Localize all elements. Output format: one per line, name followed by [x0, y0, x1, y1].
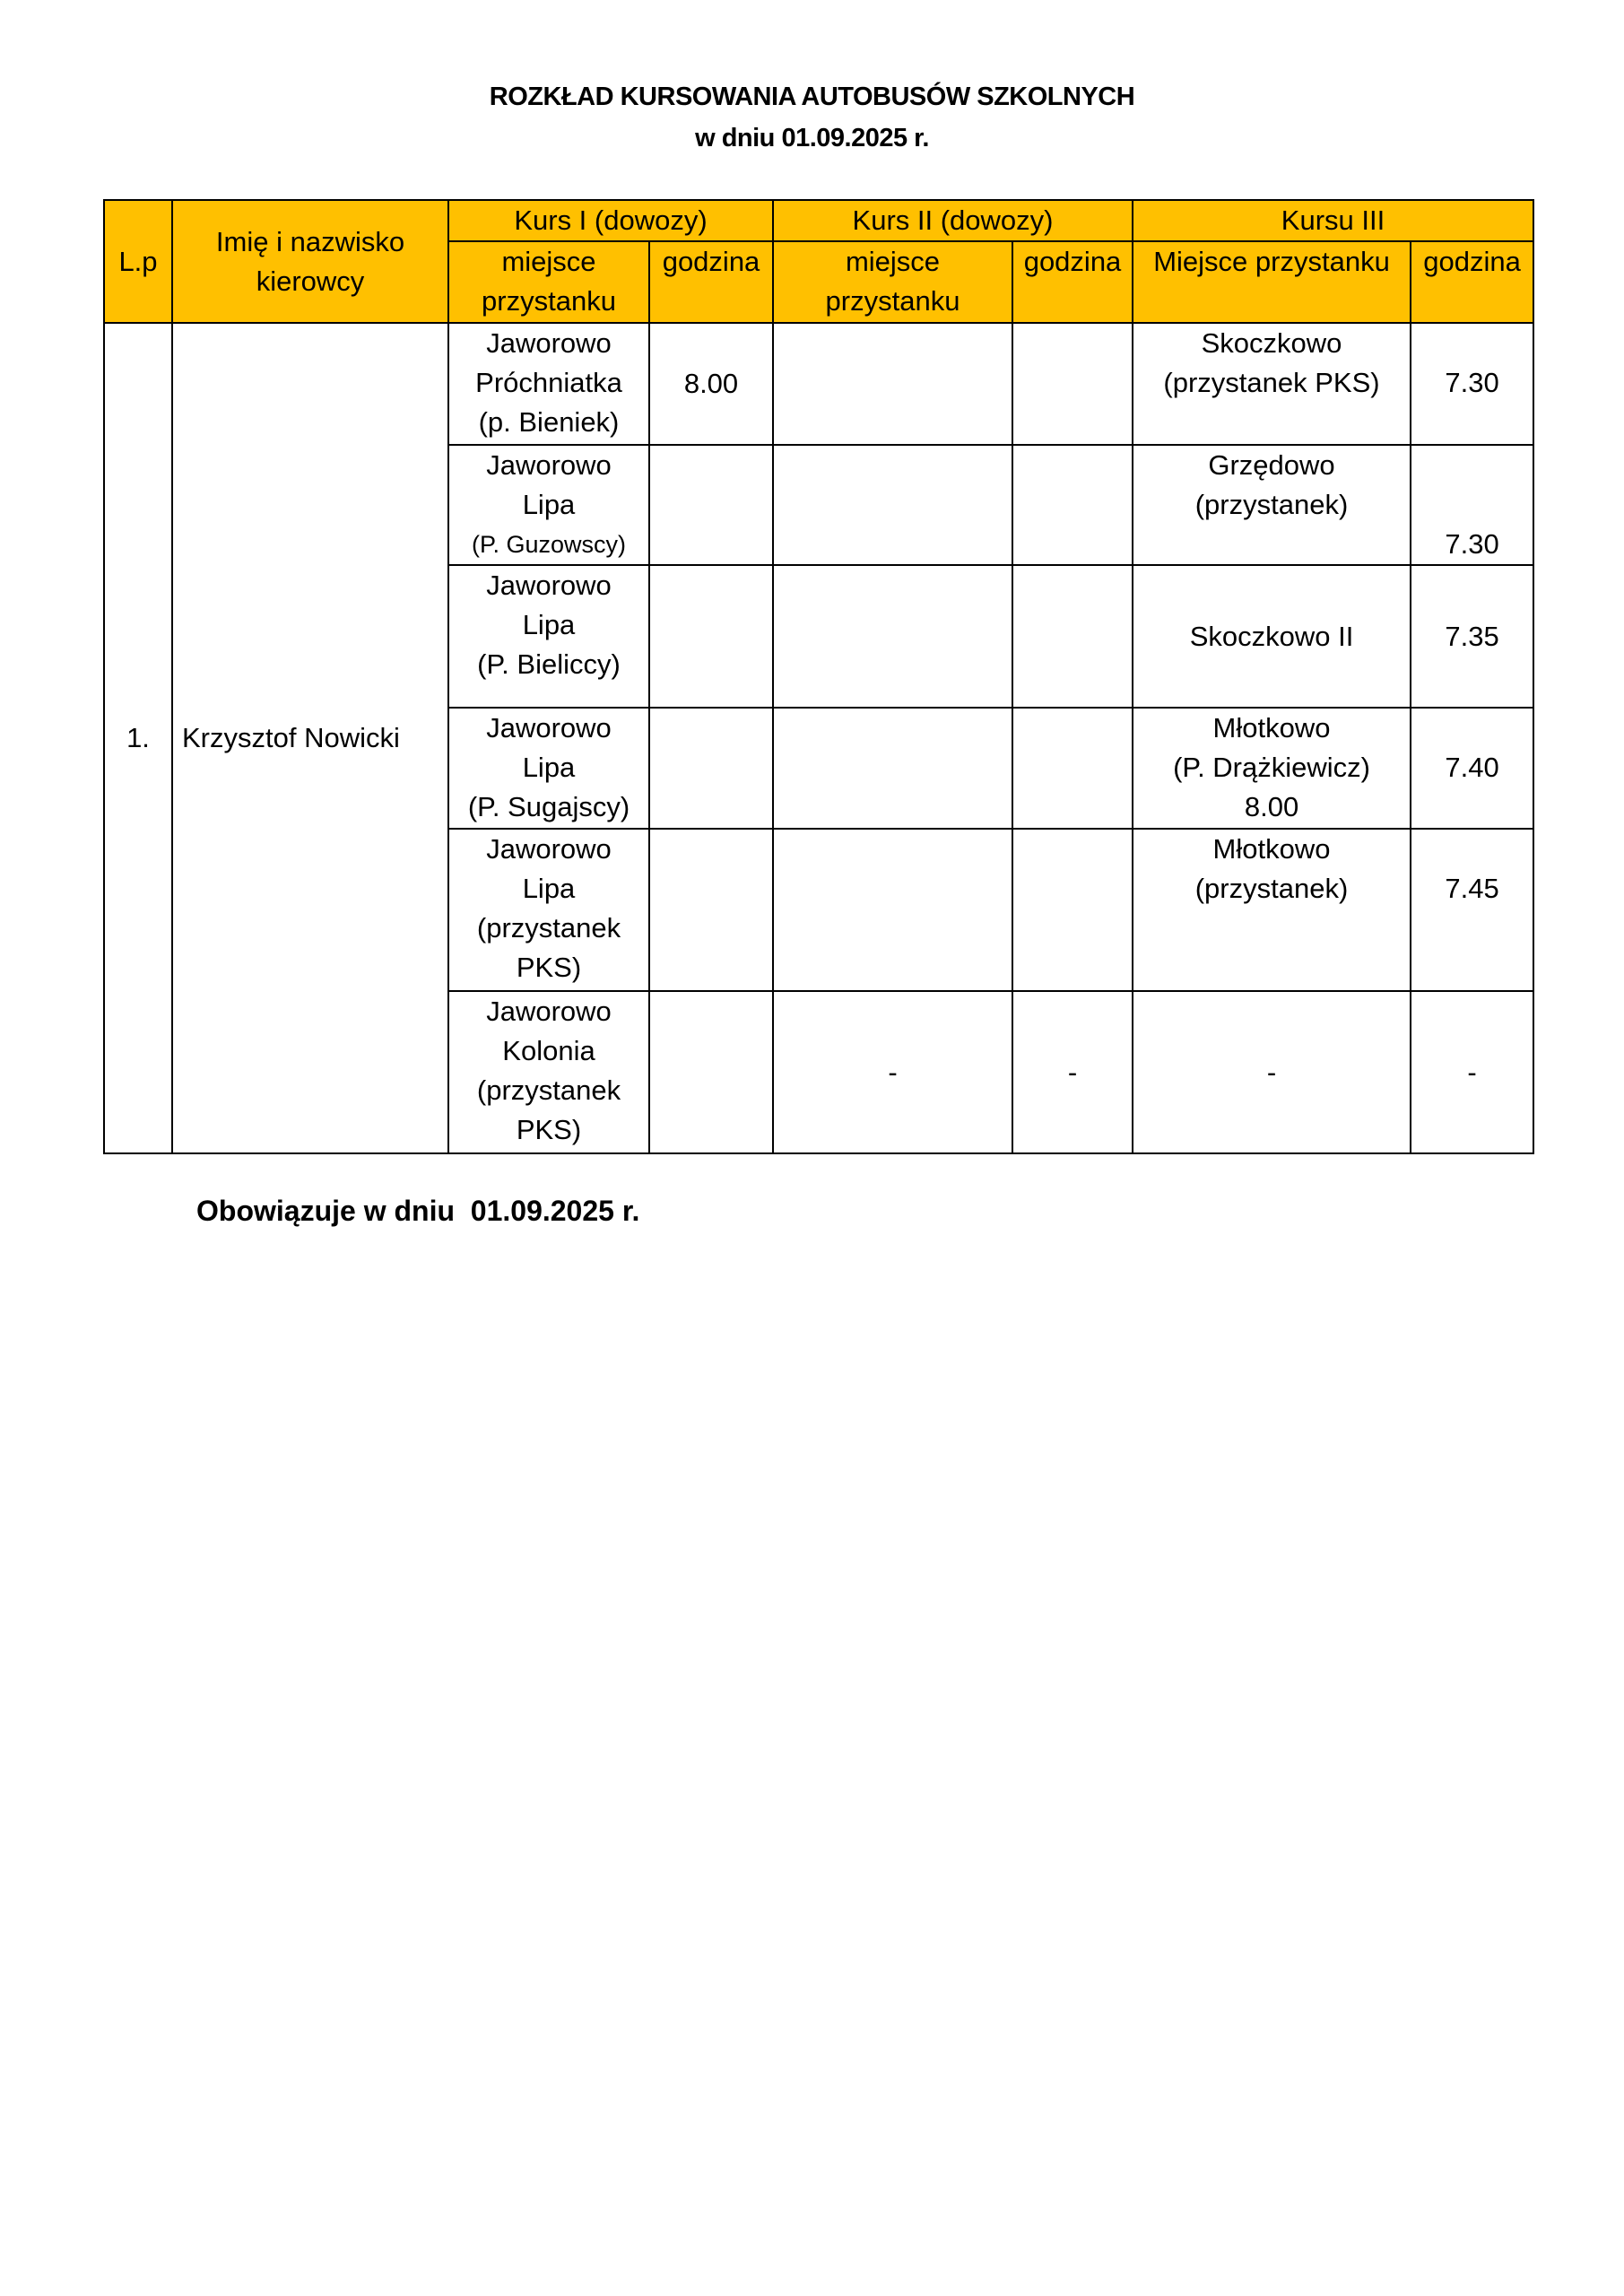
cell-k3-place	[1133, 991, 1411, 1153]
cell-k3-time: -	[1411, 991, 1533, 1153]
cell-k2-time	[1012, 323, 1133, 445]
cell-line: Kolonia	[502, 1035, 595, 1066]
cell-k3-time: 7.45	[1411, 829, 1533, 991]
cell-k1-time	[649, 829, 773, 991]
cell-line: Jaworowo	[486, 833, 612, 865]
cell-line: (przystanek	[476, 912, 621, 944]
cell-k1-place	[448, 829, 649, 991]
cell-k1-time	[649, 445, 773, 565]
cell-k3-time: 7.40	[1411, 708, 1533, 829]
cell-line: Lipa	[522, 873, 576, 904]
cell-k1-time	[649, 565, 773, 708]
header-k3-place: Miejsce przystanku	[1133, 241, 1411, 323]
cell-k1-place	[448, 565, 649, 708]
header-kurs-3: Kursu III	[1133, 200, 1533, 241]
cell-k3-place	[1133, 445, 1411, 565]
cell-k1-time	[649, 708, 773, 829]
cell-k3-time: 7.30	[1411, 323, 1533, 445]
cell-k1-time	[649, 991, 773, 1153]
cell-k2-time	[1012, 829, 1133, 991]
header-lp: L.p	[104, 200, 172, 323]
header-k3-time: godzina	[1411, 241, 1533, 323]
cell-k3-time: 7.30	[1411, 445, 1533, 565]
cell-line: (przystanek	[476, 1074, 621, 1106]
cell-line: PKS)	[516, 1114, 582, 1145]
cell-line: Jaworowo	[486, 996, 612, 1027]
cell-line: Grzędowo	[1208, 449, 1335, 481]
cell-line: Lipa	[522, 752, 576, 783]
cell-line: (P. Drążkiewicz)	[1173, 752, 1370, 783]
cell-line: Lipa	[522, 609, 576, 640]
cell-line: Młotkowo	[1212, 712, 1331, 744]
cell-lp: 1.	[104, 323, 172, 1153]
cell-line: PKS)	[516, 952, 582, 983]
cell-k3-place	[1133, 829, 1411, 991]
cell-line: (przystanek PKS)	[1163, 367, 1380, 398]
cell-k2-place	[773, 445, 1012, 565]
header-k2-place: miejsce przystanku	[773, 241, 1012, 323]
cell-line: Skoczkowo	[1201, 327, 1342, 359]
validity-note: Obowiązuje w dniu 01.09.2025 r.	[196, 1195, 640, 1227]
cell-line: Skoczkowo II	[1189, 620, 1354, 652]
cell-line: Młotkowo	[1212, 833, 1331, 865]
cell-k1-place	[448, 445, 649, 565]
header-kurs-2: Kurs II (dowozy)	[773, 200, 1133, 241]
cell-line: Jaworowo	[486, 449, 612, 481]
cell-k3-place	[1133, 565, 1411, 708]
cell-line: Jaworowo	[486, 327, 612, 359]
cell-line: (przystanek)	[1194, 873, 1349, 904]
cell-line: (przystanek)	[1194, 489, 1349, 520]
header-k1-time: godzina	[649, 241, 773, 323]
schedule-table	[103, 199, 1534, 1154]
cell-line: Jaworowo	[486, 570, 612, 601]
cell-k2-time	[1012, 565, 1133, 708]
cell-line: 8.00	[1244, 791, 1299, 822]
cell-line: (P. Guzowscy)	[471, 531, 627, 558]
cell-k2-time	[1012, 445, 1133, 565]
cell-driver: Krzysztof Nowicki	[172, 323, 448, 1153]
header-k2-time: godzina	[1012, 241, 1133, 323]
cell-k1-place	[448, 708, 649, 829]
table-row	[104, 323, 1533, 445]
cell-k2-place	[773, 565, 1012, 708]
header-kurs-1: Kurs I (dowozy)	[448, 200, 773, 241]
cell-k2-time: -	[1012, 991, 1133, 1153]
cell-k1-place	[448, 323, 649, 445]
document-title: ROZKŁAD KURSOWANIA AUTOBUSÓW SZKOLNYCH	[489, 83, 1135, 111]
cell-k3-time: 7.35	[1411, 565, 1533, 708]
cell-k2-time	[1012, 708, 1133, 829]
cell-k2-place	[773, 323, 1012, 445]
cell-k1-place	[448, 991, 649, 1153]
cell-k1-time: 8.00	[649, 323, 773, 445]
cell-line: Lipa	[522, 489, 576, 520]
cell-k2-place	[773, 829, 1012, 991]
header-driver: Imię i nazwisko kierowcy	[172, 200, 448, 323]
cell-line: (P. Bieliccy)	[477, 648, 621, 680]
cell-k3-place	[1133, 323, 1411, 445]
cell-line: Jaworowo	[486, 712, 612, 744]
cell-k2-place: -	[773, 991, 1012, 1153]
header-k1-place: miejsce przystanku	[448, 241, 649, 323]
document-subtitle-date: w dniu 01.09.2025 r.	[695, 124, 929, 152]
cell-line: (p. Bieniek)	[478, 406, 620, 438]
cell-line: (P. Sugajscy)	[467, 791, 630, 822]
cell-k3-place	[1133, 708, 1411, 829]
cell-line: Próchniatka	[475, 367, 622, 398]
cell-line: -	[1266, 1056, 1277, 1088]
cell-k2-place	[773, 708, 1012, 829]
